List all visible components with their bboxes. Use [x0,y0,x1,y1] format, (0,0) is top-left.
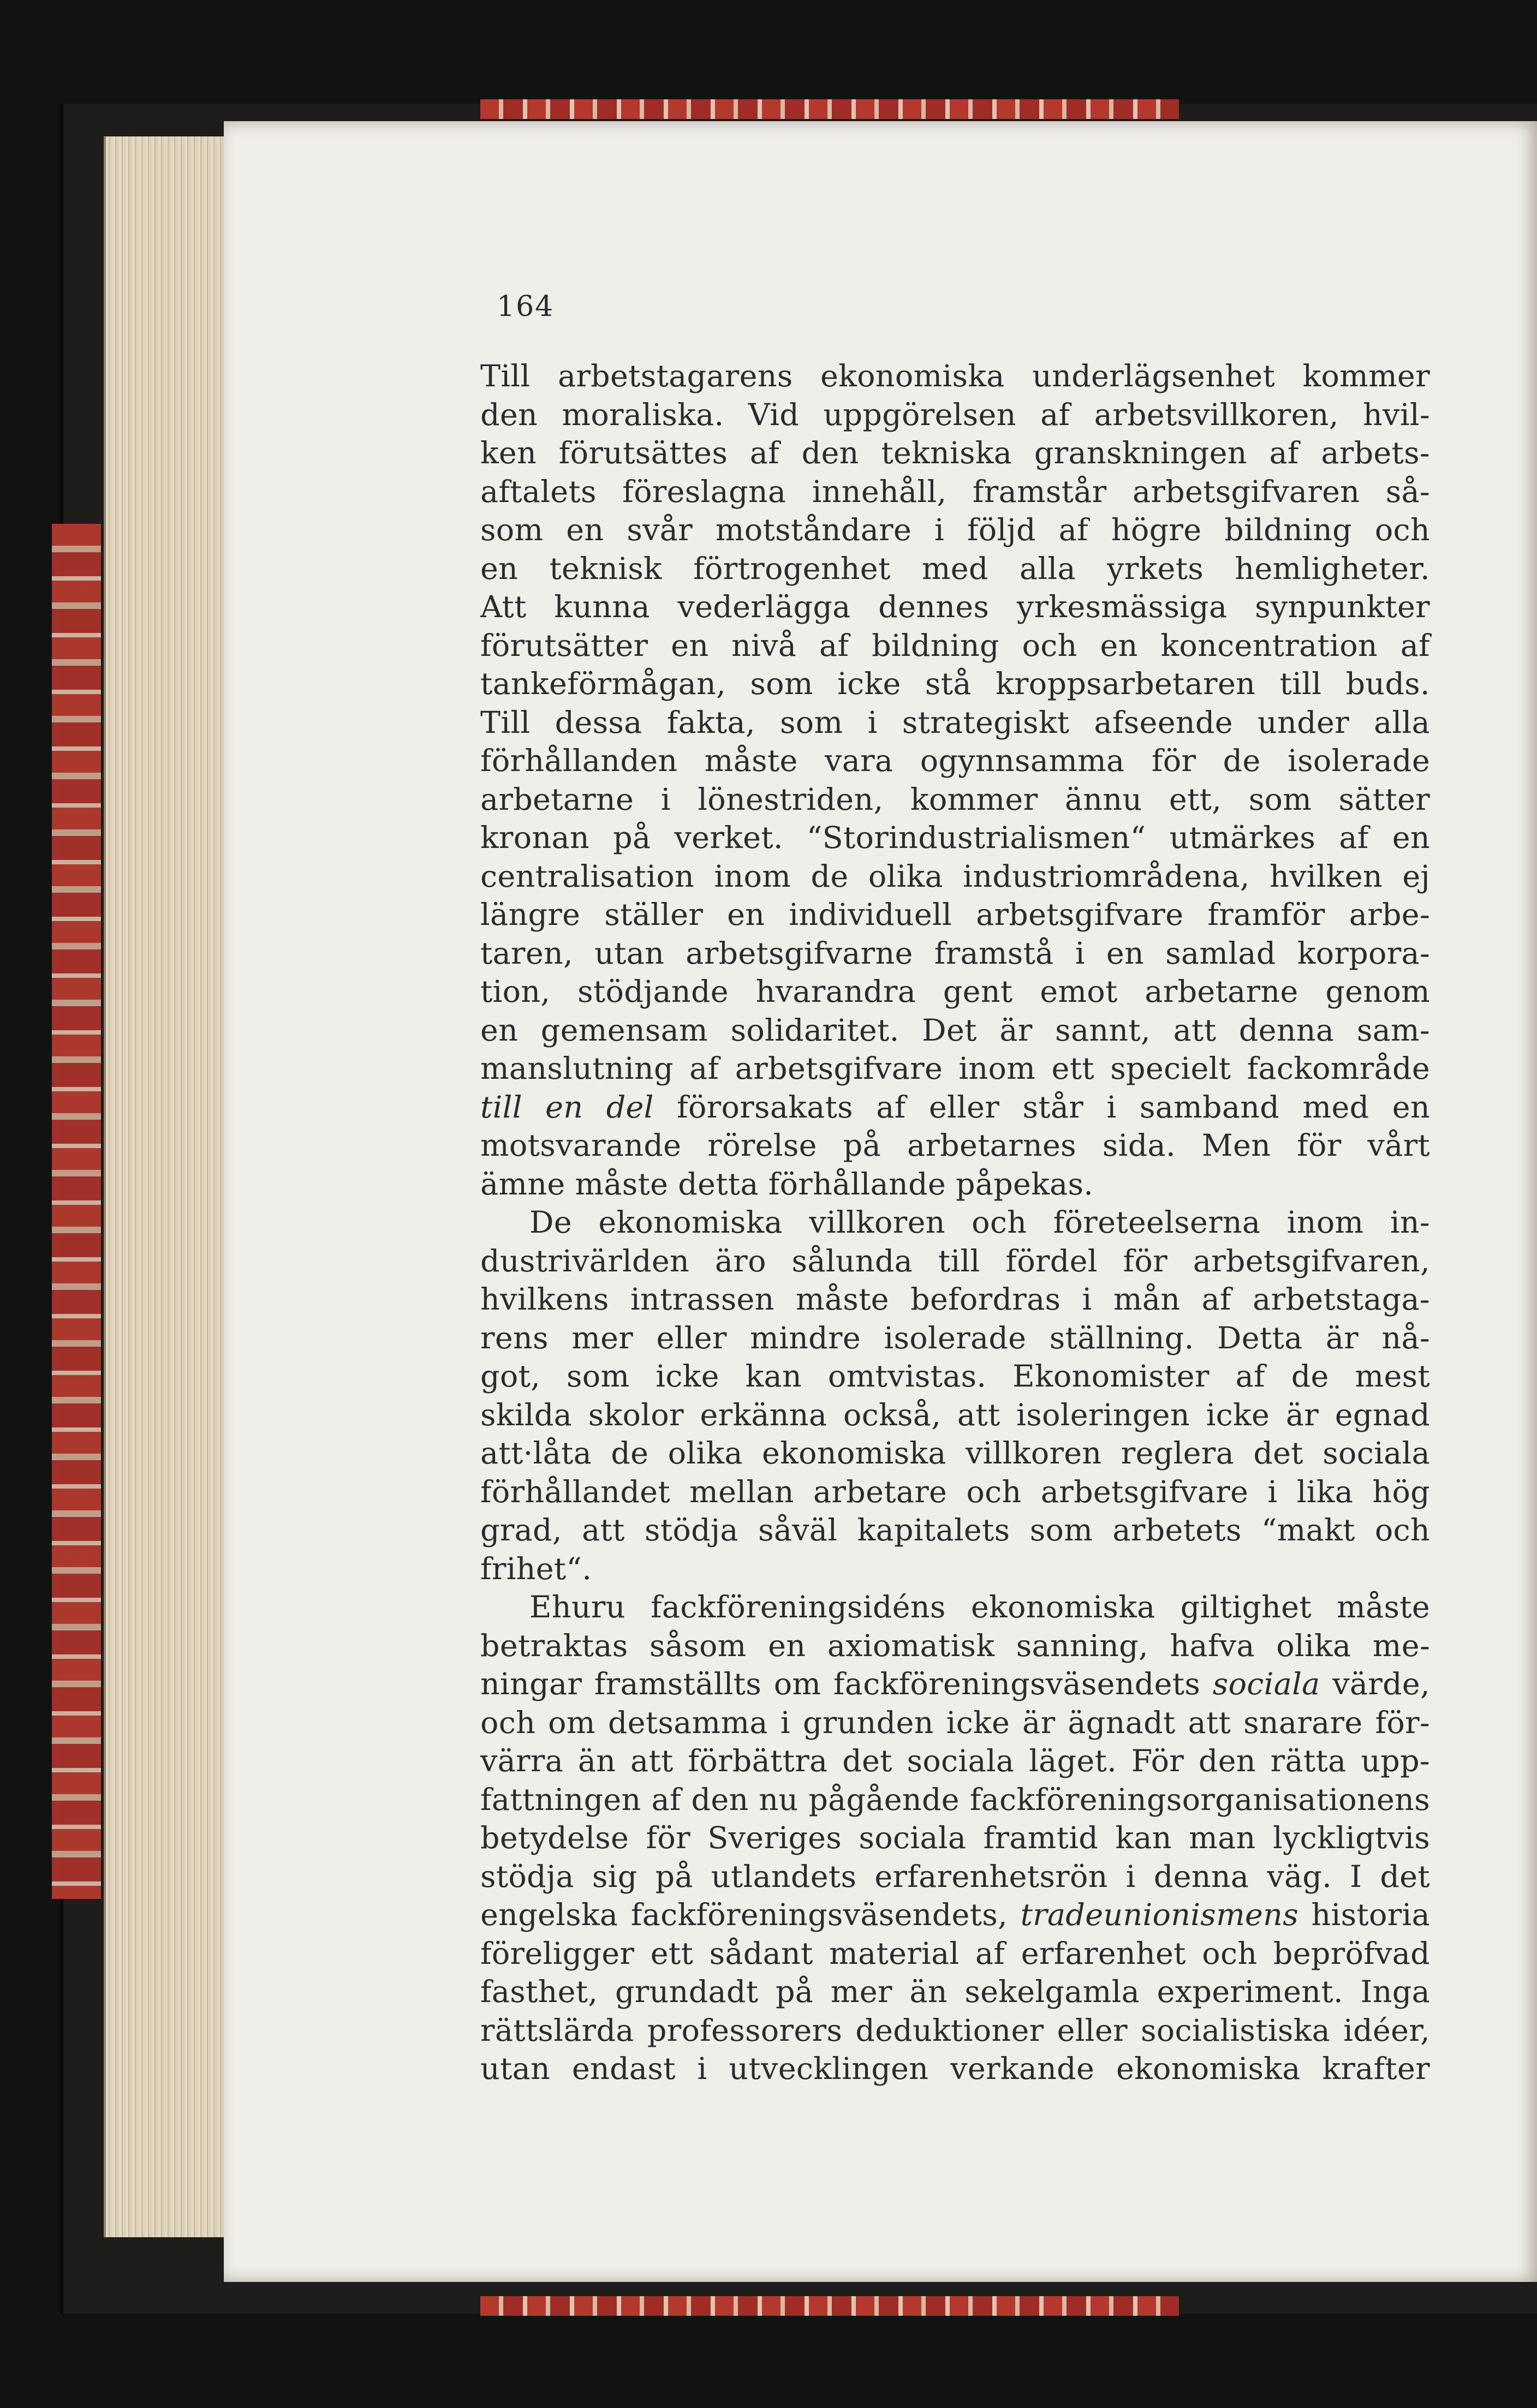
text-line: som en svår motståndare i följd af högre bildning och [480,512,1430,548]
italic-term: sociala [1212,1666,1320,1702]
text-line: frihet“. [480,1551,592,1587]
page-number: 164 [497,290,555,323]
text-line: stödja sig på utlandets erfarenhetsrön i denna väg. I det [480,1859,1430,1895]
text-line: kronan på verket. “Storindustrialismen“ utmärkes af en [480,820,1430,856]
text-line: De ekonomiska villkoren och företeelserna inom in- [529,1205,1430,1240]
page-edges [104,136,231,2237]
text-line: skilda skolor erkänna också, att isoleringen icke är egnad [480,1397,1430,1433]
text-line: ken förutsättes af den tekniska granskningen af arbets- [480,435,1430,471]
text-line: föreligger ett sådant material af erfarenhet och bepröfvad [480,1935,1430,1971]
text-line-segment: förorsakats af eller står i samband med en [653,1089,1430,1125]
text-line: utan endast i utvecklingen verkande ekonomiska krafter [480,2051,1430,2087]
italic-term: till en del [480,1089,654,1125]
text-line: Att kunna vederlägga dennes yrkesmässiga synpunkter [480,589,1430,625]
text-line: rens mer eller mindre isolerade ställning. Detta är nå- [480,1320,1430,1356]
text-line: fasthet, grundadt på mer än sekelgamla experiment. Inga [480,1974,1430,2010]
text-line: den moraliska. Vid uppgörelsen af arbetsvillkoren, hvil- [480,397,1430,433]
text-line: en teknisk förtrogenhet med alla yrkets hemligheter. [480,551,1430,587]
text-line-segment: historia [1298,1897,1430,1933]
text-line: centralisation inom de olika industriområdena, hvilken ej [480,858,1430,894]
text-line: tankeförmågan, som icke stå kroppsarbetaren till buds. [480,666,1430,702]
text-line: hvilkens intrassen måste befordras i mån af arbetstaga- [480,1282,1430,1317]
red-headband-bottom [480,2296,1179,2316]
text-line-segment: ningar framställts om fackföreningsväsendets [480,1666,1213,1702]
text-line: Ehuru fackföreningsidéns ekonomiska giltighet måste [529,1590,1430,1625]
text-line: betraktas såsom en axiomatisk sanning, hafva olika me- [480,1628,1430,1664]
text-line: taren, utan arbetsgifvarne framstå i en samlad korpora- [480,935,1430,971]
text-line: ämne måste detta förhållande påpekas. [480,1166,1094,1202]
text-line [480,1089,1430,1127]
text-line: betydelse för Sveriges sociala framtid kan man lyckligtvis [480,1820,1430,1856]
text-line: tion, stödjande hvarandra gent emot arbetarne genom [480,974,1430,1009]
text-line: got, som icke kan omtvistas. Ekonomister af de mest [480,1359,1430,1394]
body-text [480,357,1430,2089]
text-line: aftalets föreslagna innehåll, framstår arbetsgifvaren så- [480,474,1430,510]
text-line: och om detsamma i grunden icke är ägnadt att snarare för- [480,1705,1430,1741]
red-bookmark-ribbon [52,524,101,1899]
text-line: förutsätter en nivå af bildning och en koncentration af [480,628,1430,664]
text-line: Till dessa fakta, som i strategiskt afseende under alla [480,704,1430,740]
text-line: förhållanden måste vara ogynnsamma för de isolerade [480,743,1430,779]
text-line: dustrivärlden äro sålunda till fördel för arbetsgifvaren, [480,1243,1430,1279]
red-headband-top [480,99,1179,119]
text-line: att·låta de olika ekonomiska villkoren reglera det sociala [480,1436,1430,1471]
text-line [480,1665,1430,1704]
text-line: motsvarande rörelse på arbetarnes sida. Men för vårt [480,1128,1430,1163]
text-line: längre ställer en individuell arbetsgifvare framför arbe- [480,897,1430,933]
text-line: Till arbetstagarens ekonomiska underlägsenhet kommer [480,358,1430,394]
text-line: en gemensam solidaritet. Det är sannt, att denna sam- [480,1012,1430,1048]
text-line: rättslärda professorers deduktioner eller socialistiska idéer, [480,2012,1430,2048]
text-line-segment: engelska fackföreningsväsendets, [480,1897,1021,1933]
text-line: förhållandet mellan arbetare och arbetsgifvare i lika hög [480,1474,1430,1510]
italic-term: tradeunionismens [1020,1897,1298,1933]
text-line: arbetarne i lönestriden, kommer ännu ett, som sätter [480,781,1430,817]
text-line: värra än att förbättra det sociala läget. För den rätta upp- [480,1743,1430,1779]
text-line [480,1896,1430,1935]
text-line: fattningen af den nu pågående fackföreningsorganisationens [480,1782,1430,1818]
text-line: manslutning af arbetsgifvare inom ett specielt fackområde [480,1051,1430,1086]
text-line: grad, att stödja såväl kapitalets som arbetets “makt och [480,1513,1430,1548]
text-line-segment: värde, [1320,1666,1430,1702]
